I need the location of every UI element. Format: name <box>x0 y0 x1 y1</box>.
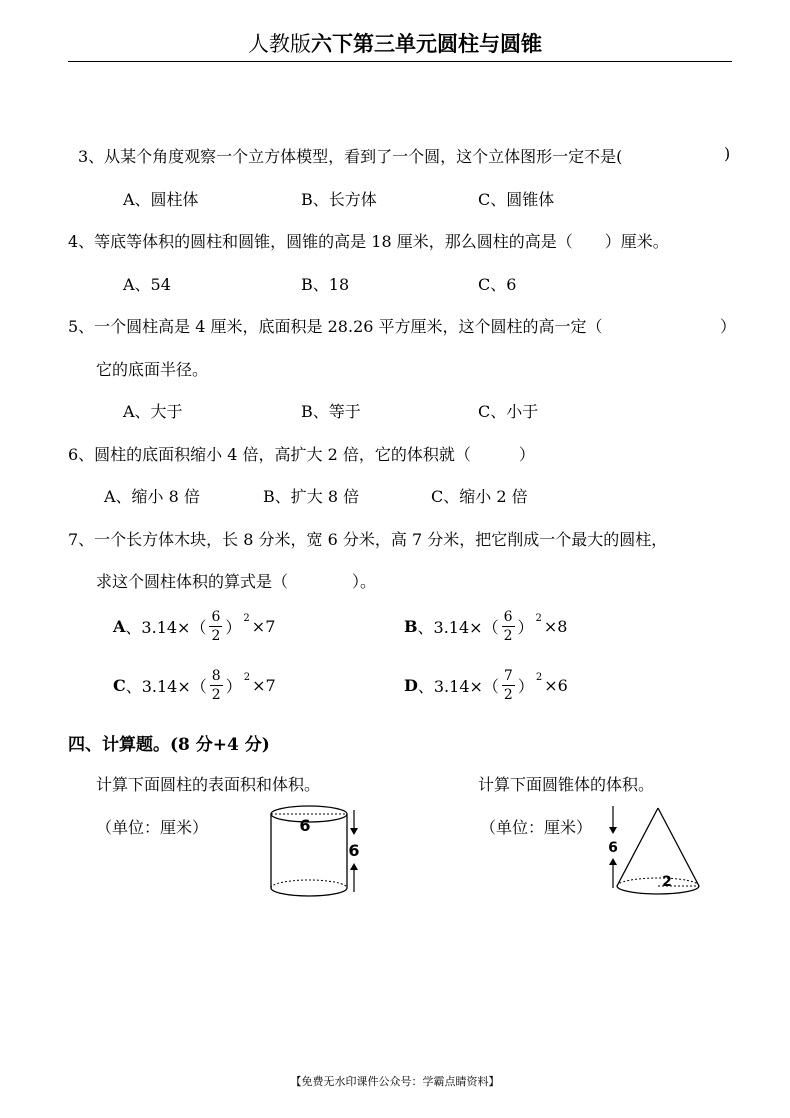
question-7-option-b <box>404 608 567 645</box>
fraction-denominator: 2 <box>503 628 513 644</box>
option-fraction <box>210 667 223 704</box>
option-letter: B <box>404 617 418 636</box>
cylinder-height-label: 6 <box>348 841 360 860</box>
question-3-option-a: A、圆柱体 <box>123 190 199 209</box>
cone-base-front <box>617 886 699 894</box>
option-prefix: 、3.14×（ <box>125 618 207 637</box>
question-4-option-b: B、18 <box>301 275 350 294</box>
option-paren: ） <box>517 677 534 696</box>
question-3-text: 3、从某个角度观察一个立方体模型，看到了一个圆，这个立体图形一定不是( <box>78 147 623 166</box>
question-6-text: 6、圆柱的底面积缩小 4 倍，高扩大 2 倍，它的体积就（ ） <box>68 445 535 464</box>
cone-radius-label: 2 <box>662 874 672 890</box>
header-divider <box>68 61 732 62</box>
question-7-text-continued: 求这个圆柱体积的算式是（ ）。 <box>96 572 377 591</box>
question-4-option-a: A、54 <box>123 275 171 294</box>
question-7-option-a <box>113 608 275 645</box>
option-letter: A <box>113 617 126 636</box>
question-5-text: 5、一个圆柱高是 4 厘米，底面积是 28.26 平方厘米，这个圆柱的高一定（ <box>68 317 603 336</box>
height-arrow-top-head <box>350 828 358 835</box>
question-5-option-b: B、等于 <box>301 402 361 421</box>
question-5-close-paren: ） <box>720 317 737 336</box>
fraction-denominator: 2 <box>211 628 221 644</box>
option-exponent: 2 <box>243 613 250 624</box>
cone-height-label: 6 <box>608 840 618 856</box>
option-letter: D <box>404 676 418 695</box>
option-paren: ） <box>225 618 242 637</box>
fraction-numerator: 6 <box>503 609 513 625</box>
cone-height-arrow-top-head <box>609 827 617 834</box>
option-exponent: 2 <box>243 672 251 683</box>
option-fraction <box>209 608 222 645</box>
option-prefix: 、3.14×（ <box>417 677 499 696</box>
question-3-close-paren: ) <box>724 144 731 163</box>
option-fraction <box>502 608 515 645</box>
cylinder-task-text: 计算下面圆柱的表面积和体积。 <box>96 775 321 794</box>
option-tail: ×6 <box>544 676 568 695</box>
page-header-title <box>0 28 790 58</box>
cone-unit-text: （单位：厘米） <box>480 818 593 837</box>
question-7-option-c <box>113 667 276 704</box>
option-exponent: 2 <box>535 613 542 624</box>
option-prefix: 、3.14×（ <box>125 677 207 696</box>
question-5-text-continued: 它的底面半径。 <box>96 360 209 379</box>
cylinder-figure <box>262 800 372 904</box>
header-title-light: 人教版 <box>248 32 311 56</box>
question-6-option-c: C、缩小 2 倍 <box>431 487 528 506</box>
question-5-option-c: C、小于 <box>478 402 539 421</box>
option-letter: C <box>113 676 126 695</box>
fraction-numerator: 8 <box>211 668 221 684</box>
option-tail: ×7 <box>251 617 276 636</box>
section-4-title: 四、计算题。(8 分+4 分) <box>68 735 270 755</box>
option-fraction <box>502 667 515 704</box>
cone-left-slant <box>617 808 658 886</box>
cone-figure <box>598 800 710 902</box>
option-paren: ） <box>517 618 534 637</box>
question-5-option-a: A、大于 <box>123 402 183 421</box>
question-3-option-b: B、长方体 <box>301 190 377 209</box>
option-prefix: 、3.14×（ <box>417 618 499 637</box>
page-footer: 【免费无水印课件公众号：学霸点睛资料】 <box>290 1075 500 1088</box>
question-4-option-c: C、6 <box>478 275 517 294</box>
cylinder-bottom-back <box>271 880 347 888</box>
fraction-numerator: 7 <box>503 668 513 684</box>
height-arrow-bottom-head <box>350 863 358 870</box>
question-4-text: 4、等底等体积的圆柱和圆锥，圆锥的高是 18 厘米，那么圆柱的高是（ ）厘米。 <box>68 232 669 251</box>
question-7-text: 7、一个长方体木块，长 8 分米，宽 6 分米，高 7 分米，把它削成一个最大的圆柱， <box>68 530 668 549</box>
option-exponent: 2 <box>535 672 543 683</box>
question-3-option-c: C、圆锥体 <box>478 190 555 209</box>
cone-base-back <box>617 878 699 886</box>
header-title-bold: 六下第三单元圆柱与圆锥 <box>311 31 542 56</box>
question-6-option-b: B、扩大 8 倍 <box>263 487 360 506</box>
fraction-numerator: 6 <box>211 609 221 625</box>
cylinder-diameter-label: 6 <box>299 816 311 835</box>
question-7-option-d <box>404 667 568 704</box>
option-paren: ） <box>225 677 242 696</box>
cone-task-text: 计算下面圆锥体的体积。 <box>478 775 655 794</box>
fraction-denominator: 2 <box>503 687 513 703</box>
question-6-option-a: A、缩小 8 倍 <box>104 487 200 506</box>
option-tail: ×8 <box>543 617 568 636</box>
fraction-denominator: 2 <box>211 687 221 703</box>
cone-height-arrow-bottom-head <box>609 858 617 865</box>
cylinder-unit-text: （单位：厘米） <box>96 818 209 837</box>
cylinder-bottom-front <box>271 888 347 896</box>
option-tail: ×7 <box>252 676 276 695</box>
